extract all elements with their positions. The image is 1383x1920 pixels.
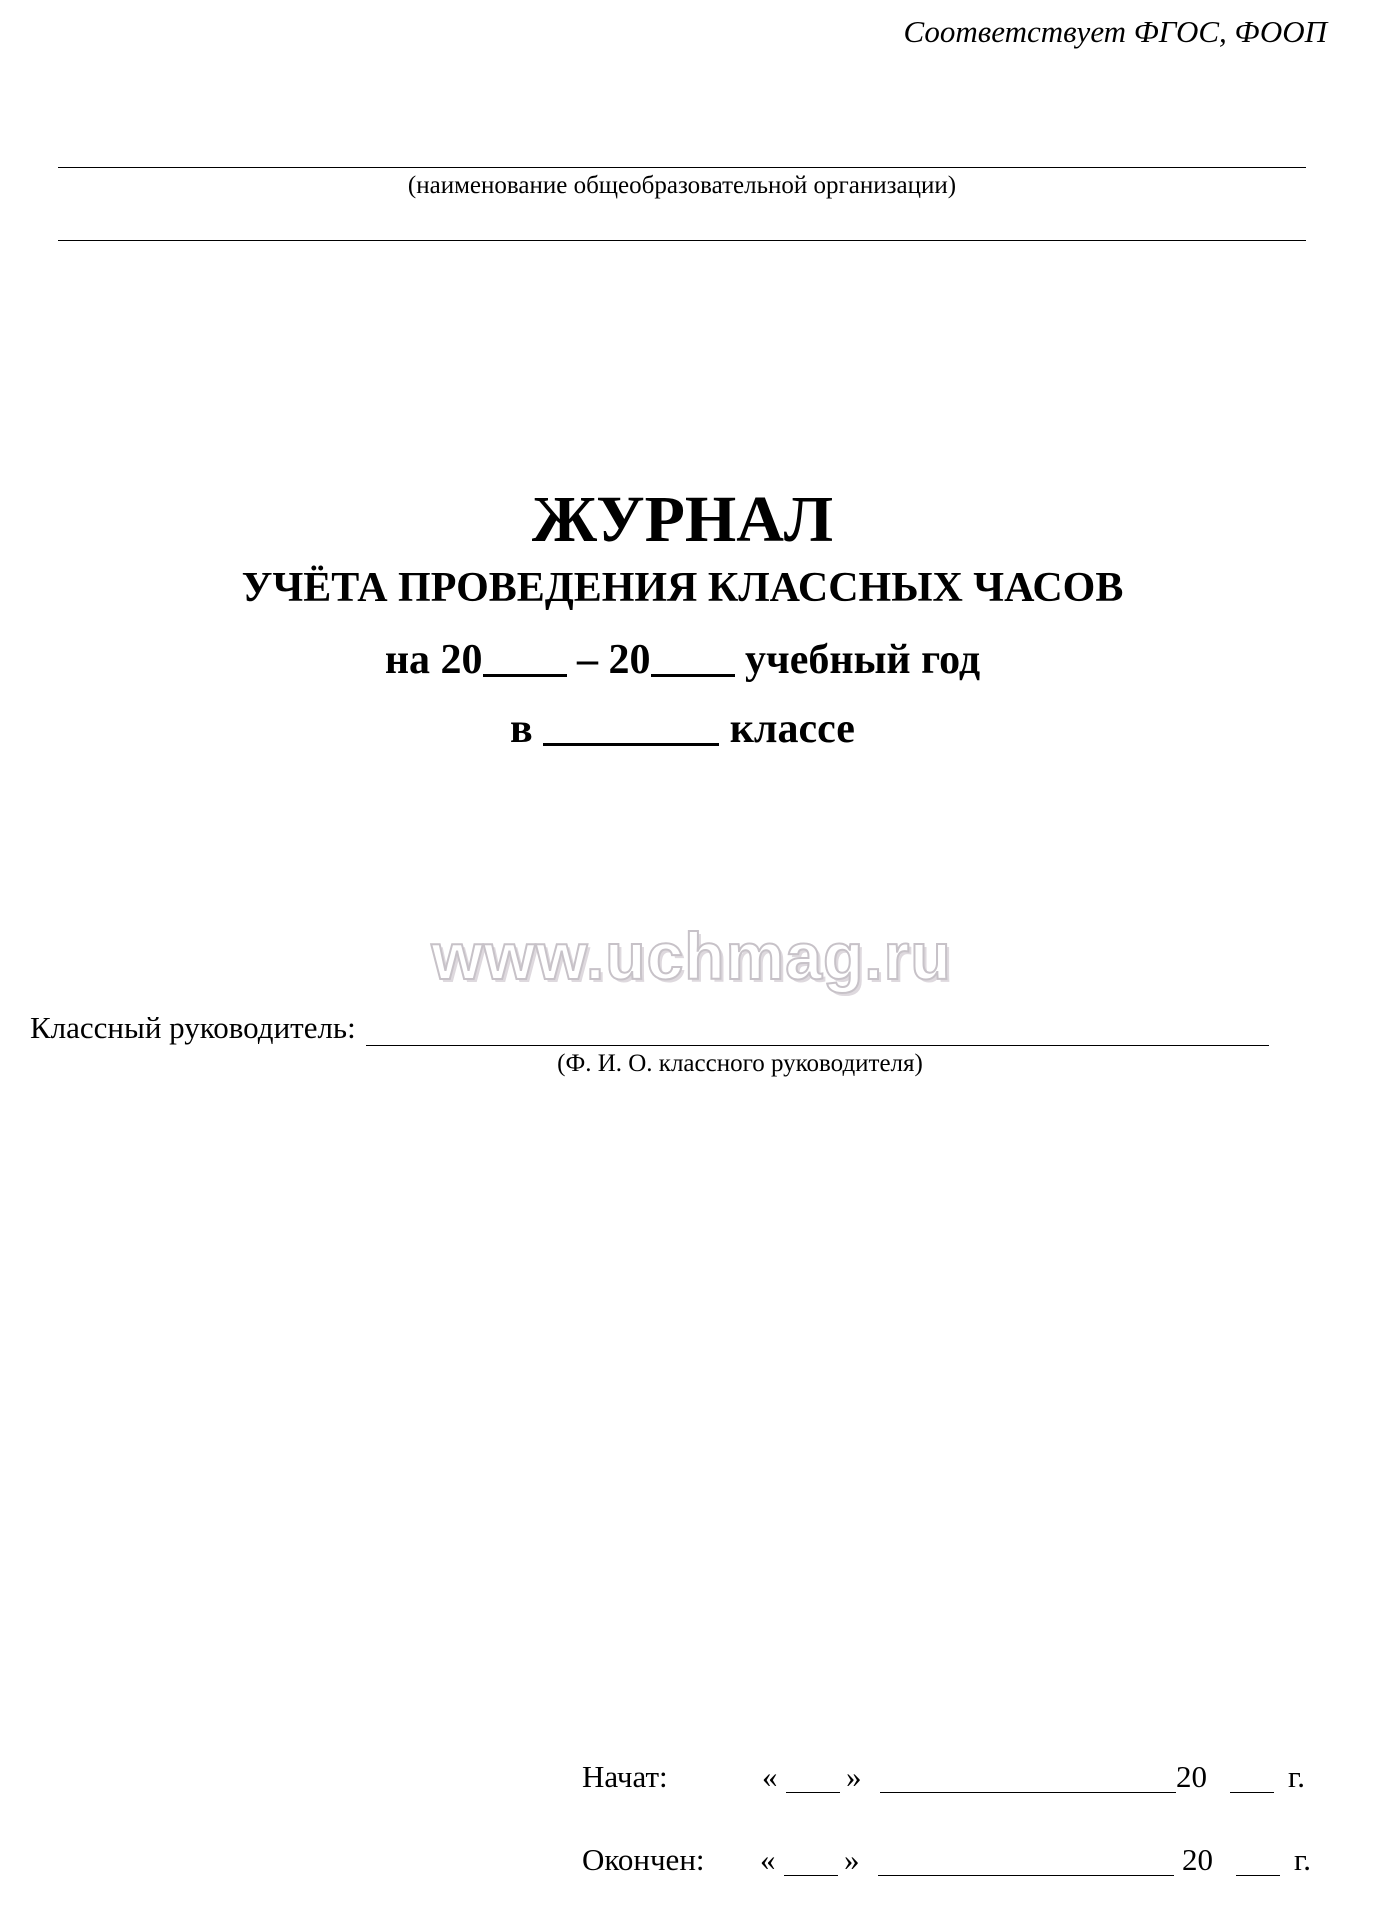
document-title: ЖУРНАЛ bbox=[531, 483, 834, 556]
started-label: Начат: bbox=[582, 1759, 668, 1794]
finished-label: Окончен: bbox=[582, 1842, 705, 1877]
close-quote: » bbox=[846, 1759, 862, 1794]
year-start-blank bbox=[483, 638, 567, 677]
year-middle: – 20 bbox=[577, 637, 651, 683]
document-subtitle: УЧЁТА ПРОВЕДЕНИЯ КЛАССНЫХ ЧАСОВ bbox=[241, 565, 1124, 611]
close-quote: » bbox=[844, 1842, 860, 1877]
class-teacher-line bbox=[30, 1010, 1290, 1046]
started-year-blank bbox=[1230, 1792, 1274, 1793]
year-end-blank bbox=[651, 638, 735, 677]
class-teacher-caption: (Ф. И. О. классного руководителя) bbox=[557, 1050, 923, 1077]
class-teacher-label: Классный руководитель: bbox=[30, 1010, 356, 1045]
organization-name-line-2 bbox=[58, 240, 1306, 241]
class-suffix: классе bbox=[729, 706, 855, 752]
year-suffix: учебный год bbox=[745, 637, 981, 683]
open-quote: « bbox=[760, 1842, 776, 1877]
finished-date-row bbox=[582, 1838, 1342, 1878]
class-blank bbox=[543, 707, 719, 746]
year-prefix: на 20 bbox=[384, 637, 483, 683]
open-quote: « bbox=[762, 1759, 778, 1794]
compliance-note: Соответствует ФГОС, ФООП bbox=[903, 14, 1327, 49]
started-date-row bbox=[582, 1755, 1342, 1795]
started-year-suffix: г. bbox=[1288, 1759, 1305, 1794]
academic-year-line bbox=[0, 634, 1365, 686]
class-prefix: в bbox=[510, 706, 533, 752]
finished-year-prefix: 20 bbox=[1182, 1842, 1213, 1877]
started-month-blank bbox=[880, 1792, 1176, 1793]
watermark: www.uchmag.ru bbox=[431, 919, 952, 993]
started-day-blank bbox=[786, 1792, 840, 1793]
finished-month-blank bbox=[878, 1875, 1174, 1876]
finished-year-suffix: г. bbox=[1294, 1842, 1311, 1877]
finished-year-blank bbox=[1236, 1875, 1280, 1876]
organization-name-line bbox=[58, 167, 1306, 168]
class-line bbox=[0, 703, 1365, 755]
class-teacher-blank bbox=[366, 1015, 1269, 1046]
finished-day-blank bbox=[784, 1875, 838, 1876]
organization-name-caption: (наименование общеобразовательной организации) bbox=[407, 172, 957, 199]
started-year-prefix: 20 bbox=[1176, 1759, 1207, 1794]
